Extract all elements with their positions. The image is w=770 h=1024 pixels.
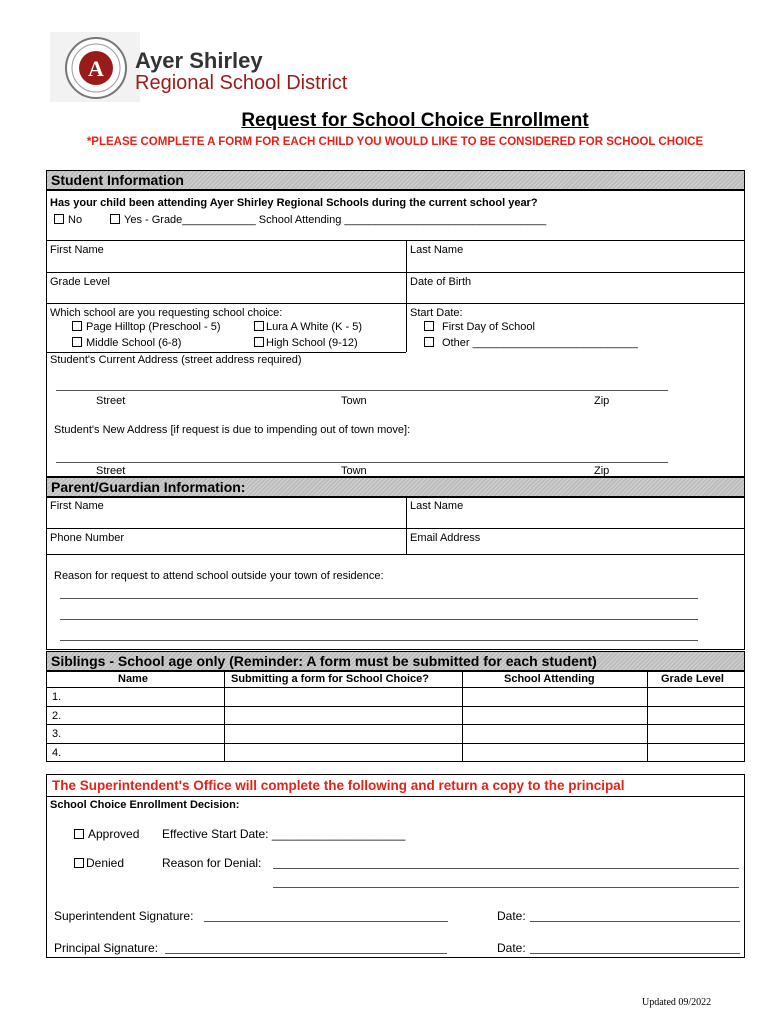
- current-town-label: Town: [341, 395, 367, 407]
- phone-number-field[interactable]: Phone Number: [50, 532, 124, 544]
- new-address-line[interactable]: [56, 462, 668, 463]
- student-last-name-field[interactable]: Last Name: [410, 244, 464, 256]
- table-row: 3.: [52, 728, 62, 740]
- new-street-label: Street: [96, 465, 126, 477]
- logo-line1: Ayer Shirley: [135, 48, 263, 73]
- date-of-birth-field[interactable]: Date of Birth: [410, 276, 472, 288]
- school-seal-icon: [50, 32, 140, 102]
- superintendent-date-label: Date:: [497, 909, 526, 923]
- new-zip-label: Zip: [594, 465, 610, 477]
- reason-label: Reason for request to attend school outside your town of residence:: [54, 570, 384, 582]
- start-date-label: Start Date:: [410, 307, 463, 319]
- checkbox[interactable]: [254, 337, 264, 347]
- student-first-name-field[interactable]: First Name: [50, 244, 104, 256]
- parent-last-name-field[interactable]: Last Name: [410, 500, 464, 512]
- no-label: No: [68, 214, 83, 226]
- col-school: School Attending: [504, 673, 595, 685]
- current-address-label: Student's Current Address (street address required): [50, 354, 302, 366]
- school-option-middle[interactable]: Middle School (6-8): [72, 337, 181, 349]
- reason-denial-label: Reason for Denial:: [162, 856, 262, 870]
- checkbox[interactable]: [74, 858, 84, 868]
- superintendent-date-line[interactable]: [530, 921, 740, 922]
- start-option-first-day[interactable]: First Day of School: [424, 321, 535, 333]
- school-option-page-hilltop[interactable]: Page Hilltop (Preschool - 5): [72, 321, 221, 333]
- start-option-other[interactable]: Other ___________________________: [424, 337, 638, 349]
- current-address-line[interactable]: [56, 390, 668, 391]
- checkbox[interactable]: [424, 337, 434, 347]
- current-zip-label: Zip: [594, 395, 610, 407]
- school-option-lura-white[interactable]: Lura A White (K - 5): [254, 321, 362, 333]
- siblings-header: Siblings - School age only (Reminder: A form must be submitted for each student): [46, 651, 745, 671]
- yes-label: Yes - Grade____________ School Attending _________________________________: [124, 214, 547, 226]
- superintendent-header: The Superintendent's Office will complete the following and return a copy to the principal: [52, 778, 625, 793]
- checkbox[interactable]: [72, 337, 82, 347]
- new-town-label: Town: [341, 465, 367, 477]
- reason-line-1[interactable]: [60, 598, 698, 599]
- decision-label: School Choice Enrollment Decision:: [50, 799, 240, 811]
- superintendent-signature-label: Superintendent Signature:: [54, 909, 194, 923]
- denied-option[interactable]: Denied: [74, 856, 124, 870]
- grade-level-field[interactable]: Grade Level: [50, 276, 110, 288]
- table-row: 2.: [52, 710, 62, 722]
- reason-line-3[interactable]: [60, 640, 698, 641]
- reason-denial-line-2[interactable]: [273, 887, 739, 888]
- attending-no-option[interactable]: [54, 214, 82, 226]
- parent-info-header: Parent/Guardian Information:: [46, 477, 745, 497]
- col-grade: Grade Level: [661, 673, 724, 685]
- logo-line2: Regional School District: [135, 72, 348, 94]
- principal-date-line[interactable]: [530, 953, 740, 954]
- current-street-label: Street: [96, 395, 126, 407]
- col-name: Name: [118, 673, 148, 685]
- student-info-header: Student Information: [46, 170, 745, 190]
- reason-denial-line-1[interactable]: [273, 868, 739, 869]
- parent-first-name-field[interactable]: First Name: [50, 500, 104, 512]
- district-logo: [50, 32, 140, 102]
- checkbox[interactable]: [54, 214, 64, 224]
- effective-start-date-field[interactable]: Effective Start Date: ____________________: [162, 827, 406, 841]
- reason-line-2[interactable]: [60, 619, 698, 620]
- principal-date-label: Date:: [497, 941, 526, 955]
- email-address-field[interactable]: Email Address: [410, 532, 481, 544]
- checkbox[interactable]: [254, 321, 264, 331]
- attending-question: Has your child been attending Ayer Shirley Regional Schools during the current school year?: [50, 197, 538, 209]
- checkbox[interactable]: [72, 321, 82, 331]
- principal-signature-label: Principal Signature:: [54, 941, 159, 955]
- svg-text:A: A: [88, 56, 104, 81]
- table-row: 1.: [52, 691, 62, 703]
- attending-yes-option[interactable]: [110, 214, 546, 226]
- col-submitting: Submitting a form for School Choice?: [231, 673, 429, 685]
- table-row: 4.: [52, 747, 62, 759]
- checkbox[interactable]: [424, 321, 434, 331]
- which-school-label: Which school are you requesting school choice:: [50, 307, 283, 319]
- new-address-label: Student's New Address [if request is due to impending out of town move]:: [54, 424, 411, 436]
- checkbox[interactable]: [74, 829, 84, 839]
- superintendent-signature-line[interactable]: [204, 921, 448, 922]
- page-title: Request for School Choice Enrollment: [241, 110, 589, 131]
- principal-signature-line[interactable]: [165, 953, 447, 954]
- updated-date: Updated 09/2022: [642, 997, 712, 1008]
- approved-option[interactable]: Approved: [74, 827, 139, 841]
- checkbox[interactable]: [110, 214, 120, 224]
- school-option-high[interactable]: High School (9-12): [254, 337, 358, 349]
- page-subtitle: *PLEASE COMPLETE A FORM FOR EACH CHILD YOU WOULD LIKE TO BE CONSIDERED FOR SCHOOL CHOICE: [86, 136, 704, 148]
